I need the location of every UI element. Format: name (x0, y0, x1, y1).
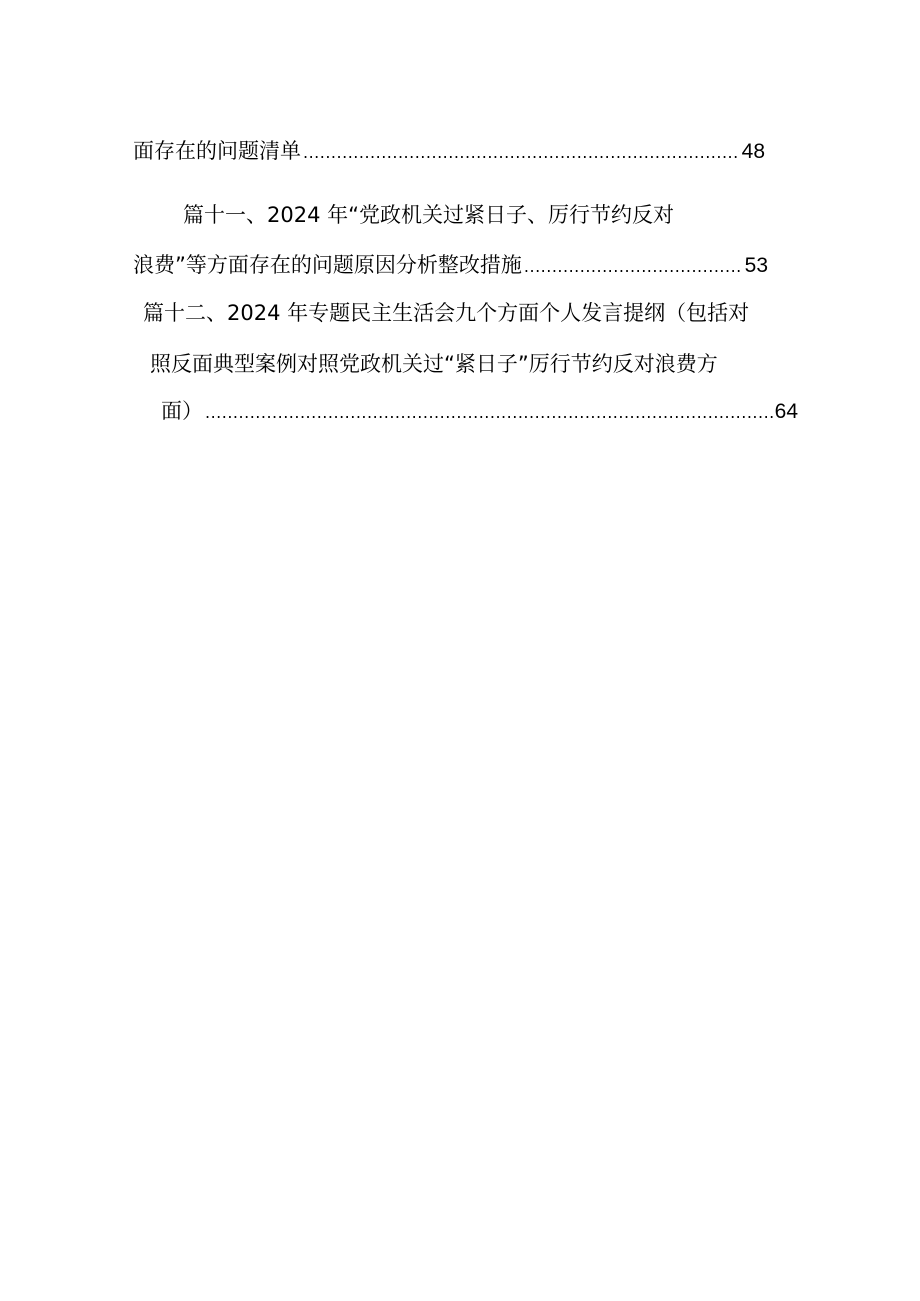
dot-leader (303, 133, 740, 173)
toc-page-number: 48 (741, 140, 765, 163)
toc-entry-text: 面） (161, 399, 203, 423)
dot-leader (205, 393, 773, 433)
toc-entry-text: 照反面典型案例对照党政机关过“紧日子”厉行节约反对浪费方 (150, 352, 718, 376)
toc-page-number: 53 (744, 254, 768, 277)
toc-entry-2-line-2[interactable] (133, 245, 768, 285)
toc-entry-text: 浪费”等方面存在的问题原因分析整改措施 (133, 253, 522, 277)
dot-leader (524, 247, 743, 287)
toc-entry-1-line-1[interactable] (133, 131, 765, 171)
toc-entry-text: 面存在的问题清单 (133, 139, 301, 163)
toc-page-number: 64 (774, 400, 798, 423)
toc-entry-title: 篇十二、2024 年专题民主生活会九个方面个人发言提纲（包括对 (143, 301, 750, 325)
toc-entry-3-line-3[interactable] (161, 391, 798, 431)
toc-entry-title: 篇十一、2024 年“党政机关过紧日子、厉行节约反对 (183, 203, 674, 227)
toc-entry-2-line-1[interactable] (183, 195, 743, 235)
toc-entry-3-line-2[interactable] (150, 344, 800, 384)
toc-entry-3-line-1[interactable] (143, 293, 803, 333)
